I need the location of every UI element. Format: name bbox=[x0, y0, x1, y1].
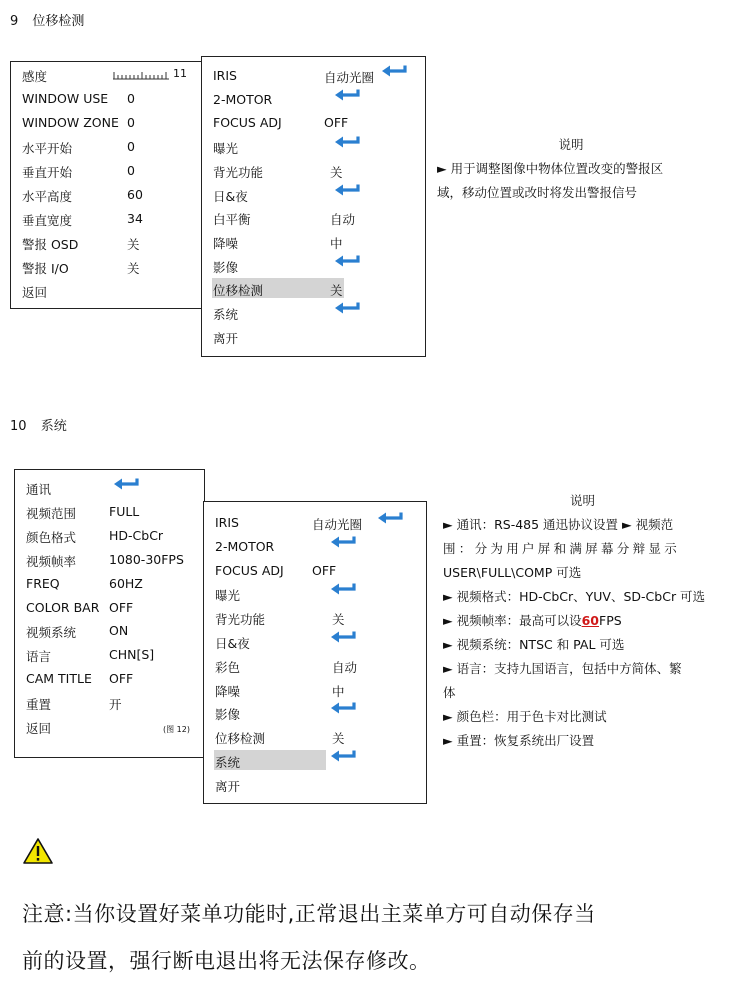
main-menu-9 bbox=[201, 56, 426, 357]
submenu-item-value: 0 bbox=[127, 115, 135, 130]
submenu-item-label: 感度 bbox=[22, 69, 48, 84]
frame-rate-max: 60 bbox=[581, 613, 599, 628]
menu-item-value: 自动 bbox=[330, 212, 356, 228]
menu-item[interactable] bbox=[215, 753, 240, 771]
enter-arrow-icon[interactable] bbox=[330, 630, 356, 642]
menu-item-label: 彩色 bbox=[215, 659, 241, 675]
submenu-item-label: FREQ bbox=[26, 575, 60, 591]
submenu-item[interactable] bbox=[26, 480, 51, 498]
description-title: 说明 bbox=[558, 137, 584, 152]
menu-item-label: FOCUS ADJ bbox=[213, 115, 282, 131]
menu-item-value: 自动 bbox=[332, 659, 358, 675]
submenu-item-label: 水平开始 bbox=[22, 141, 73, 156]
submenu-item-value: ON bbox=[109, 623, 129, 639]
menu-item[interactable] bbox=[215, 539, 274, 554]
submenu-item[interactable] bbox=[22, 67, 47, 85]
submenu-item-label: 语言 bbox=[26, 649, 52, 665]
section-number: 10 bbox=[10, 419, 27, 434]
submenu-item[interactable] bbox=[26, 647, 51, 665]
menu-item[interactable] bbox=[215, 586, 240, 604]
submenu-item-value: 0 bbox=[127, 139, 135, 154]
description-line: ► 通讯：RS-485 通迅协议设置 ► 视频范 bbox=[443, 517, 674, 532]
menu-item-label: IRIS bbox=[213, 68, 237, 83]
menu-item-value: 自动光圈 bbox=[312, 517, 363, 532]
menu-item[interactable] bbox=[215, 563, 284, 578]
submenu-item-value: CHN[S] bbox=[109, 647, 155, 663]
menu-item-label: 2-MOTOR bbox=[215, 538, 275, 554]
submenu-item[interactable] bbox=[22, 91, 108, 106]
menu-item[interactable] bbox=[213, 234, 238, 252]
menu-item[interactable] bbox=[215, 682, 240, 700]
submenu-item-value: 34 bbox=[127, 211, 143, 226]
menu-item[interactable] bbox=[215, 634, 250, 652]
menu-item[interactable] bbox=[213, 139, 238, 157]
submenu-item-value: 开 bbox=[109, 697, 122, 713]
submenu-item-value: 关 bbox=[127, 261, 140, 276]
submenu-item-label: 通讯 bbox=[26, 482, 52, 497]
menu-item-value: 关 bbox=[332, 612, 345, 628]
enter-arrow-icon[interactable] bbox=[113, 477, 139, 489]
submenu-item[interactable] bbox=[26, 600, 99, 615]
warning-triangle-icon bbox=[22, 837, 54, 868]
submenu-item[interactable] bbox=[22, 235, 78, 253]
submenu-item-label: 返回 bbox=[22, 285, 48, 300]
submenu-item[interactable] bbox=[26, 671, 92, 686]
menu-item[interactable] bbox=[213, 115, 282, 130]
description-line: ► 语言：支持九国语言，包括中方简体、繁 bbox=[443, 661, 682, 676]
description-line: 域，移动位置或改时将发出警报信号 bbox=[437, 185, 638, 200]
menu-item[interactable] bbox=[215, 777, 240, 795]
submenu-item-label: 视频系统 bbox=[26, 625, 77, 641]
submenu-item-label: WINDOW USE bbox=[22, 91, 109, 106]
enter-arrow-icon[interactable] bbox=[334, 254, 360, 266]
submenu-item-value: 0 bbox=[127, 163, 135, 178]
menu-item[interactable] bbox=[215, 729, 265, 747]
menu-item[interactable] bbox=[213, 258, 238, 276]
description-line: ► 视频格式：HD-CbCr、YUV、SD-CbCr 可选 bbox=[443, 589, 706, 604]
submenu-item-value: OFF bbox=[109, 671, 134, 687]
submenu-item[interactable] bbox=[26, 576, 60, 591]
menu-item-label: FOCUS ADJ bbox=[215, 562, 284, 578]
submenu-item-label: 视频帧率 bbox=[26, 553, 77, 569]
menu-item[interactable] bbox=[213, 305, 238, 323]
menu-item[interactable] bbox=[213, 68, 237, 83]
menu-item-value: 关 bbox=[332, 731, 345, 747]
submenu-item-label: 垂直开始 bbox=[22, 165, 73, 180]
menu-item[interactable] bbox=[215, 658, 240, 676]
menu-item-label: 曝光 bbox=[213, 141, 239, 157]
enter-arrow-icon[interactable] bbox=[330, 582, 356, 594]
submenu-item-value: FULL bbox=[109, 503, 140, 519]
warning-line-1: 注意:当你设置好菜单功能时,正常退出主菜单方可自动保存当 bbox=[22, 902, 596, 926]
submenu-item-label: 重置 bbox=[26, 697, 52, 713]
menu-item[interactable] bbox=[213, 281, 263, 299]
submenu-item-label: 视频范围 bbox=[26, 505, 77, 521]
menu-item-label: 背光功能 bbox=[213, 164, 264, 180]
submenu-item[interactable] bbox=[22, 163, 72, 181]
submenu-item-label: 水平高度 bbox=[22, 189, 73, 204]
enter-arrow-icon[interactable] bbox=[334, 301, 360, 313]
menu-item-value: OFF bbox=[312, 562, 337, 578]
submenu-item-value: 1080-30FPS bbox=[109, 551, 184, 567]
submenu-item[interactable] bbox=[26, 528, 76, 546]
menu-item-value: 关 bbox=[330, 164, 343, 180]
submenu-item-value: 关 bbox=[127, 237, 140, 252]
submenu-item[interactable] bbox=[22, 283, 47, 301]
description-line: 体 bbox=[443, 685, 456, 700]
menu-item-value: 关 bbox=[330, 283, 343, 299]
menu-item-label: IRIS bbox=[215, 515, 239, 530]
menu-item[interactable] bbox=[213, 329, 238, 347]
slider-ticks bbox=[113, 69, 171, 81]
submenu-item[interactable] bbox=[22, 115, 119, 130]
description-line: 围：分为用户屏和满屏幕分辩显示 bbox=[443, 541, 681, 556]
section-9-heading bbox=[10, 10, 84, 29]
menu-item-value: 自动光圈 bbox=[324, 70, 375, 85]
frame-rate-text: ► 视频帧率：最高可以设 bbox=[443, 613, 582, 628]
enter-arrow-icon[interactable] bbox=[381, 64, 407, 76]
menu-item[interactable] bbox=[215, 515, 239, 530]
description-line: ► 颜色栏：用于色卡对比测试 bbox=[443, 709, 607, 724]
menu-item[interactable] bbox=[215, 610, 265, 628]
section-10-description bbox=[443, 489, 722, 753]
menu-item-label: 降噪 bbox=[213, 235, 239, 251]
submenu-item-label: 警报 OSD bbox=[22, 237, 79, 252]
description-line: USER\FULL\COMP 可选 bbox=[443, 565, 582, 580]
menu-item-value: OFF bbox=[324, 115, 349, 131]
menu-item-label: 影像 bbox=[213, 259, 239, 275]
submenu-item[interactable] bbox=[26, 552, 76, 570]
menu-item-value: 中 bbox=[332, 683, 345, 699]
submenu-item-label: 颜色格式 bbox=[26, 529, 77, 545]
section-title: 系统 bbox=[40, 419, 67, 434]
enter-arrow-icon[interactable] bbox=[330, 701, 356, 713]
description-title: 说明 bbox=[569, 493, 595, 508]
submenu-item-label: COLOR BAR bbox=[26, 599, 100, 615]
submenu-item-value: 60HZ bbox=[109, 575, 143, 591]
menu-item-label: 日&夜 bbox=[215, 636, 250, 651]
menu-item-label: 影像 bbox=[215, 707, 241, 723]
submenu-item-label: CAM TITLE bbox=[26, 671, 92, 687]
submenu-item-value: OFF bbox=[109, 599, 134, 615]
menu-item-label: 位移检测 bbox=[215, 731, 266, 747]
menu-item-label: 离开 bbox=[215, 778, 241, 794]
submenu-item-label: 警报 I/O bbox=[22, 261, 69, 276]
motion-detect-submenu bbox=[10, 61, 203, 309]
menu-item-label: 背光功能 bbox=[215, 612, 266, 628]
system-submenu bbox=[14, 469, 205, 758]
enter-arrow-icon[interactable] bbox=[334, 135, 360, 147]
enter-arrow-icon[interactable] bbox=[334, 183, 360, 195]
figure-label: (图 12) bbox=[163, 725, 190, 734]
description-line bbox=[443, 609, 722, 633]
main-menu-10 bbox=[203, 501, 427, 804]
sensitivity-slider[interactable] bbox=[113, 67, 187, 81]
submenu-item-label: 返回 bbox=[26, 721, 52, 736]
menu-item-label: 曝光 bbox=[215, 588, 241, 604]
submenu-item-value: 0 bbox=[127, 91, 135, 106]
submenu-item[interactable] bbox=[26, 623, 76, 641]
menu-item[interactable] bbox=[213, 187, 248, 205]
menu-item[interactable] bbox=[213, 92, 272, 107]
submenu-item[interactable] bbox=[26, 695, 51, 713]
menu-item[interactable] bbox=[213, 163, 263, 181]
submenu-item[interactable] bbox=[22, 211, 72, 229]
menu-item-label: 2-MOTOR bbox=[213, 91, 273, 107]
submenu-item[interactable] bbox=[26, 504, 76, 522]
submenu-item-value: 60 bbox=[127, 187, 143, 202]
frame-rate-unit: FPS bbox=[599, 613, 622, 628]
submenu-item-value: HD-CbCr bbox=[109, 527, 164, 543]
menu-item-label: 系统 bbox=[213, 307, 239, 322]
section-number: 9 bbox=[10, 14, 19, 29]
menu-item-label: 日&夜 bbox=[213, 188, 248, 204]
menu-item-label: 位移检测 bbox=[213, 283, 264, 299]
description-line: ► 用于调整图像中物体位置改变的警报区 bbox=[437, 161, 664, 176]
section-10-heading bbox=[10, 415, 67, 434]
enter-arrow-icon[interactable] bbox=[330, 749, 356, 761]
menu-item-label: 降噪 bbox=[215, 683, 241, 699]
enter-arrow-icon[interactable] bbox=[377, 511, 403, 523]
submenu-item-label: WINDOW ZONE bbox=[22, 115, 119, 130]
menu-item[interactable] bbox=[213, 210, 251, 228]
menu-item-label: 系统 bbox=[215, 755, 241, 770]
sensitivity-value: 11 bbox=[173, 67, 187, 80]
enter-arrow-icon[interactable] bbox=[334, 88, 360, 100]
description-line: ► 视频系统：NTSC 和 PAL 可选 bbox=[443, 637, 625, 652]
description-line: ► 重置：恢复系统出厂设置 bbox=[443, 733, 595, 748]
enter-arrow-icon[interactable] bbox=[330, 535, 356, 547]
menu-item-label: 白平衡 bbox=[213, 212, 251, 228]
submenu-item-label: 垂直宽度 bbox=[22, 213, 73, 228]
submenu-item[interactable] bbox=[26, 719, 51, 737]
submenu-item[interactable] bbox=[22, 139, 72, 157]
menu-item-label: 离开 bbox=[213, 330, 239, 346]
menu-item[interactable] bbox=[215, 705, 240, 723]
submenu-item[interactable] bbox=[22, 187, 72, 205]
section-title: 位移检测 bbox=[32, 14, 85, 29]
warning-line-2: 前的设置，强行断电退出将无法保存修改。 bbox=[22, 949, 431, 973]
submenu-item[interactable] bbox=[22, 259, 69, 277]
section-9-description bbox=[437, 133, 705, 205]
menu-item-value: 中 bbox=[330, 235, 343, 251]
